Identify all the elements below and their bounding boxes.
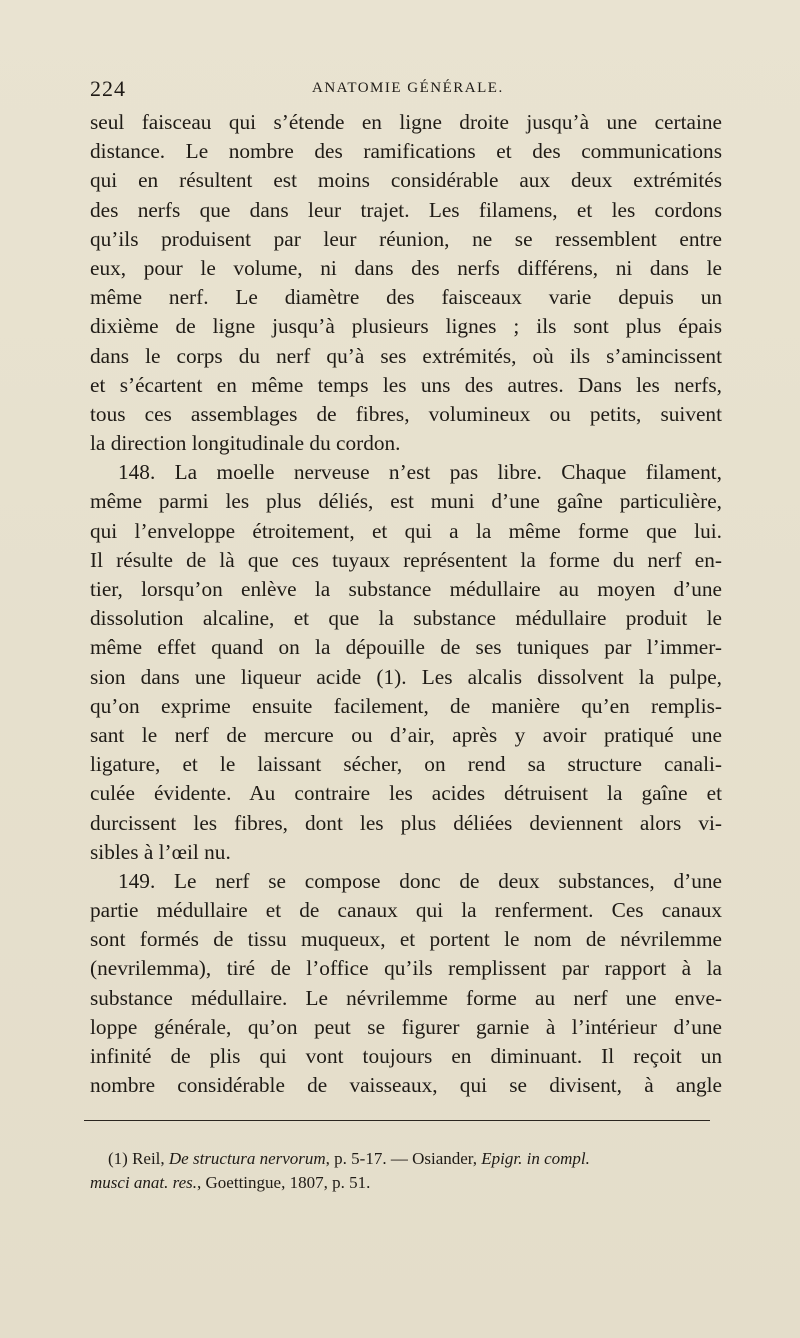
text-line: ligature, et le laissant sécher, on rend sa structure canali- — [90, 752, 722, 777]
text-line: (nevrilemma), tiré de l’office qu’ils remplissent par rapport à la — [90, 956, 722, 981]
footnote — [90, 1147, 722, 1195]
text-line: tier, lorsqu’on enlève la substance médullaire au moyen d’une — [90, 577, 722, 601]
text-line: seul faisceau qui s’étende en ligne droite jusqu’à une certaine — [90, 110, 722, 134]
running-head: ANATOMIE GÉNÉRALE. — [312, 80, 504, 96]
text-line: sion dans une liqueur acide (1). Les alcalis dissolvent la pulpe, — [90, 664, 722, 689]
footnote-title: musci anat. res. — [90, 1173, 198, 1192]
text-line: dans le corps du nerf qu’à ses extrémités, où ils s’amincissent — [90, 343, 722, 368]
text-line: durcissent les fibres, dont les plus déliées deviennent alors vi- — [90, 810, 722, 835]
text-line: sant le nerf de mercure ou d’air, après y avoir pratiqué une — [90, 722, 722, 747]
footnote-line — [90, 1147, 722, 1171]
text-line: même effet quand on la dépouille de ses tuniques par l’immer- — [90, 635, 722, 660]
body-text — [90, 108, 722, 1100]
paragraph-148-start: 148. La moelle nerveuse n’est pas libre. Chaque filament, — [118, 460, 722, 485]
text-line: distance. Le nombre des ramifications et des communications — [90, 139, 722, 164]
text-line: qui en résultent est moins considérable aux deux extrémités — [90, 168, 722, 193]
text-line: même parmi les plus déliés, est muni d’une gaîne particulière, — [90, 489, 722, 514]
footnote-title: De structura nervorum — [168, 1149, 326, 1168]
text-line: eux, pour le volume, ni dans des nerfs différens, ni dans le — [90, 255, 722, 280]
text-line: sibles à l’œil nu. — [90, 839, 231, 864]
text-line: nombre considérable de vaisseaux, qui se divisent, à angle — [90, 1073, 722, 1098]
text-line: dissolution alcaline, et que la substance médullaire produit le — [90, 606, 722, 631]
footnote-text: , Goettingue, 1807, p. 51. — [197, 1173, 371, 1192]
text-line: loppe générale, qu’on peut se figurer garnie à l’intérieur d’une — [90, 1014, 722, 1039]
text-line: sont formés de tissu muqueux, et portent le nom de névrilemme — [90, 927, 722, 952]
text-line: culée évidente. Au contraire les acides détruisent la gaîne et — [90, 781, 722, 806]
footnote-rule — [84, 1120, 710, 1121]
text-line: qu’on exprime ensuite facilement, de manière qu’en remplis- — [90, 693, 722, 718]
text-line: qui l’enveloppe étroitement, et qui a la même forme que lui. — [90, 518, 722, 543]
footnote-text: , p. 5-17. — Osiander, — [325, 1149, 482, 1168]
text-line: la direction longitudinale du cordon. — [90, 431, 401, 456]
page-number: 224 — [90, 76, 126, 101]
text-line: substance médullaire. Le névrilemme forme au nerf une enve- — [90, 985, 722, 1010]
paragraph-149-start: 149. Le nerf se compose donc de deux substances, d’une — [118, 868, 722, 893]
page-header — [90, 74, 720, 104]
text-line: tous ces assemblages de fibres, volumineux ou petits, suivent — [90, 401, 722, 426]
text-line: partie médullaire et de canaux qui la renferment. Ces canaux — [90, 898, 722, 923]
text-line: qu’ils produisent par leur réunion, ne se ressemblent entre — [90, 226, 722, 251]
text-line: même nerf. Le diamètre des faisceaux varie depuis un — [90, 285, 722, 310]
text-line: des nerfs que dans leur trajet. Les filamens, et les cordons — [90, 197, 722, 222]
text-line: et s’écartent en même temps les uns des autres. Dans les nerfs, — [90, 372, 722, 397]
footnote-title: Epigr. in compl. — [481, 1149, 590, 1168]
text-line: Il résulte de là que ces tuyaux représentent la forme du nerf en- — [90, 547, 722, 572]
text-line: infinité de plis qui vont toujours en diminuant. Il reçoit un — [90, 1044, 722, 1068]
text-line: dixième de ligne jusqu’à plusieurs lignes ; ils sont plus épais — [90, 314, 722, 339]
footnote-line — [90, 1171, 722, 1195]
footnote-text: (1) Reil, — [108, 1149, 169, 1168]
